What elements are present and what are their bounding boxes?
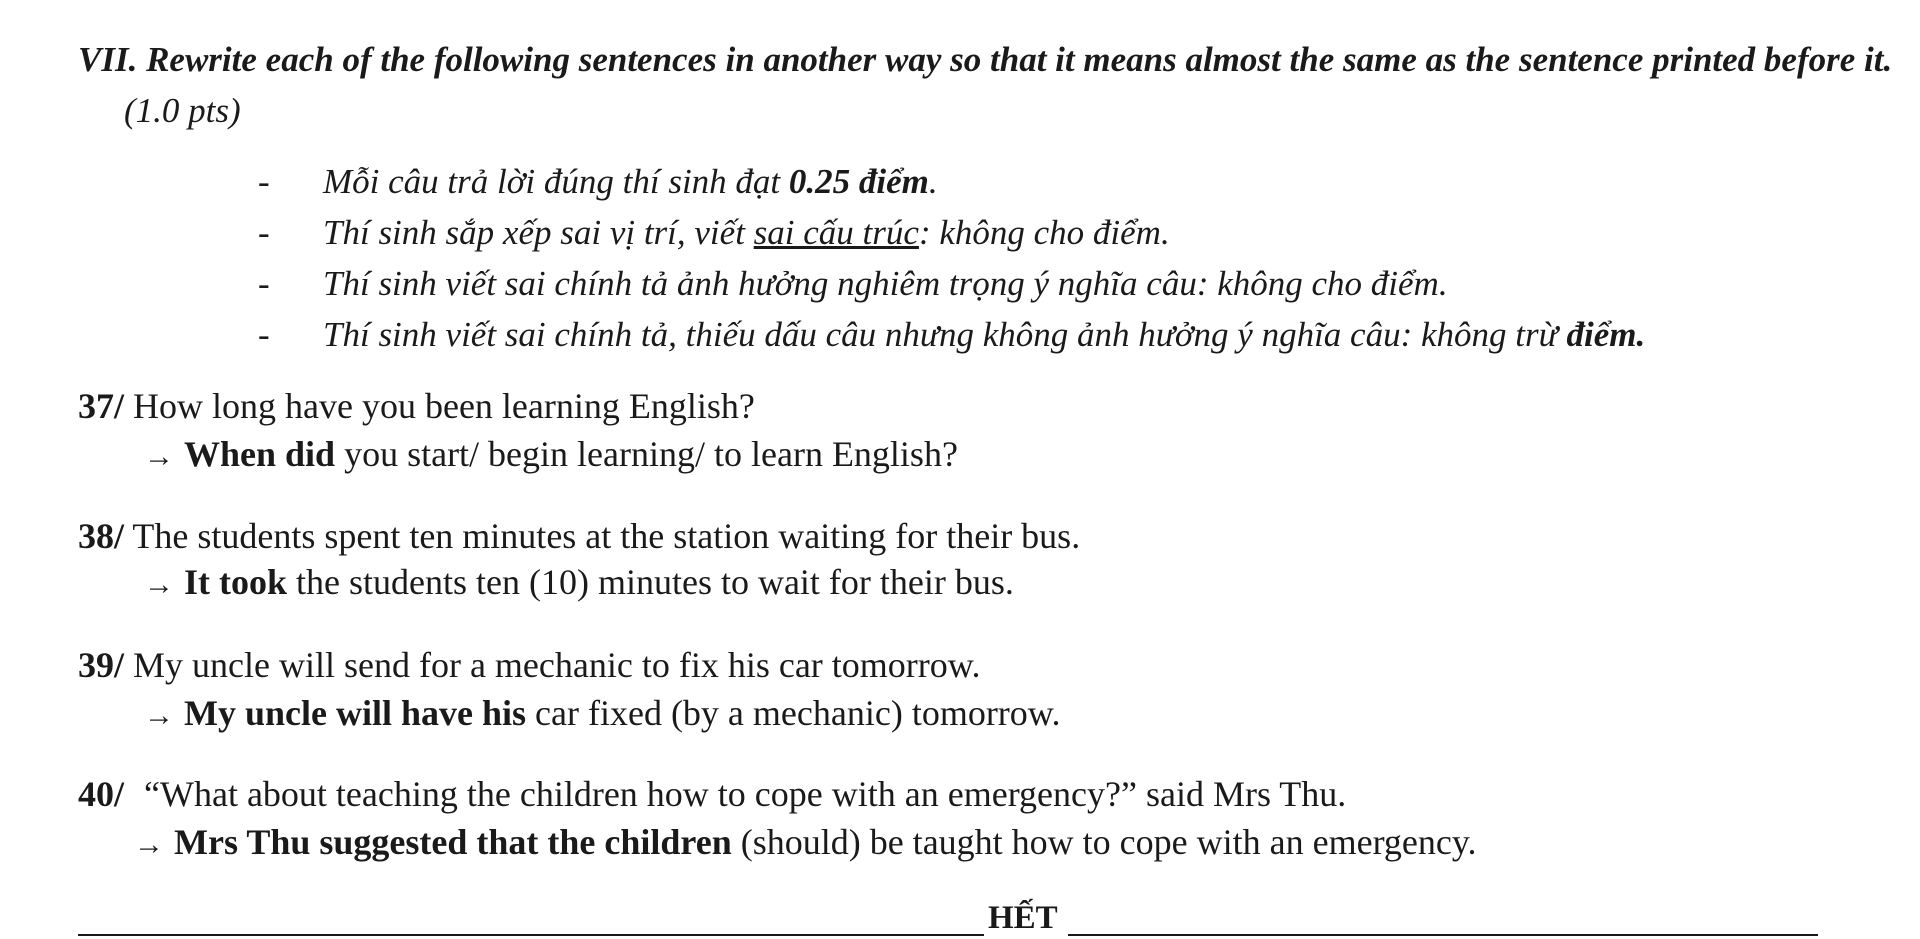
grading-rule [258,258,1898,309]
answer-rest: (should) be taught how to cope with an emergency. [731,822,1477,862]
question-number: 37/ [78,386,125,426]
end-divider-right [1068,934,1818,936]
answer-rest: the students ten (10) minutes to wait for their bus. [287,562,1014,602]
question-text: How long have you been learning English? [124,386,755,426]
answer-38 [144,558,1904,609]
answer-37 [144,430,1904,481]
question-text: My uncle will send for a mechanic to fix his car tomorrow. [124,645,981,685]
question-number: 40/ [78,774,125,814]
rule-dash: - [258,264,270,303]
question-40 [78,770,1878,818]
rule-dash: - [258,213,270,252]
question-38 [78,512,1878,560]
grading-rule [258,207,1898,258]
rule-score: điểm. [1566,315,1646,354]
section-title: VII. Rewrite each of the following sentences in another way so that it means almost the same as the sentence printed before it. [78,40,1893,79]
end-label: HẾT [988,900,1058,936]
answer-key-phrase: When did [184,434,336,474]
grading-rule [258,156,1898,207]
answer-rest: you start/ begin learning/ to learn English? [335,434,958,474]
grading-rule [258,309,1898,360]
rule-tail: . [928,162,938,201]
question-text: The students spent ten minutes at the station waiting for their bus. [124,516,1081,556]
question-number: 38/ [78,516,125,556]
rule-tail: : không cho điểm. [918,213,1170,252]
question-39 [78,641,1878,689]
rule-text: Thí sinh viết sai chính tả ảnh hưởng nghiêm trọng ý nghĩa câu: không cho điểm. [323,264,1448,303]
answer-rest: car fixed (by a mechanic) tomorrow. [526,693,1061,733]
grading-rules-list [258,156,1898,360]
answer-key-phrase: My uncle will have his [184,693,527,733]
rule-text: Thí sinh viết sai chính tả, thiếu dấu câu nhưng không ảnh hưởng ý nghĩa câu: không trừ [323,315,1567,354]
end-divider-left [78,934,984,936]
section-points: (1.0 pts) [124,91,241,130]
answer-40 [134,818,1894,869]
answer-39 [144,689,1904,740]
rule-underlined: sai cấu trúc [753,213,919,252]
question-text: “What about teaching the children how to cope with an emergency?” said Mrs Thu. [144,774,1347,814]
section-heading [78,34,1908,136]
rule-dash: - [258,315,270,354]
question-37 [78,382,1878,430]
rule-text: Thí sinh sắp xếp sai vị trí, viết [323,213,754,252]
rule-score: 0.25 điểm [788,162,929,201]
arrow-icon: → [144,699,174,732]
question-number: 39/ [78,645,125,685]
rule-text: Mỗi câu trả lời đúng thí sinh đạt [323,162,789,201]
arrow-icon: → [134,828,164,861]
arrow-icon: → [144,440,174,473]
rule-dash: - [258,162,270,201]
answer-key-phrase: Mrs Thu suggested that the children [174,822,732,862]
arrow-icon: → [144,568,174,601]
answer-key-phrase: It took [184,562,288,602]
